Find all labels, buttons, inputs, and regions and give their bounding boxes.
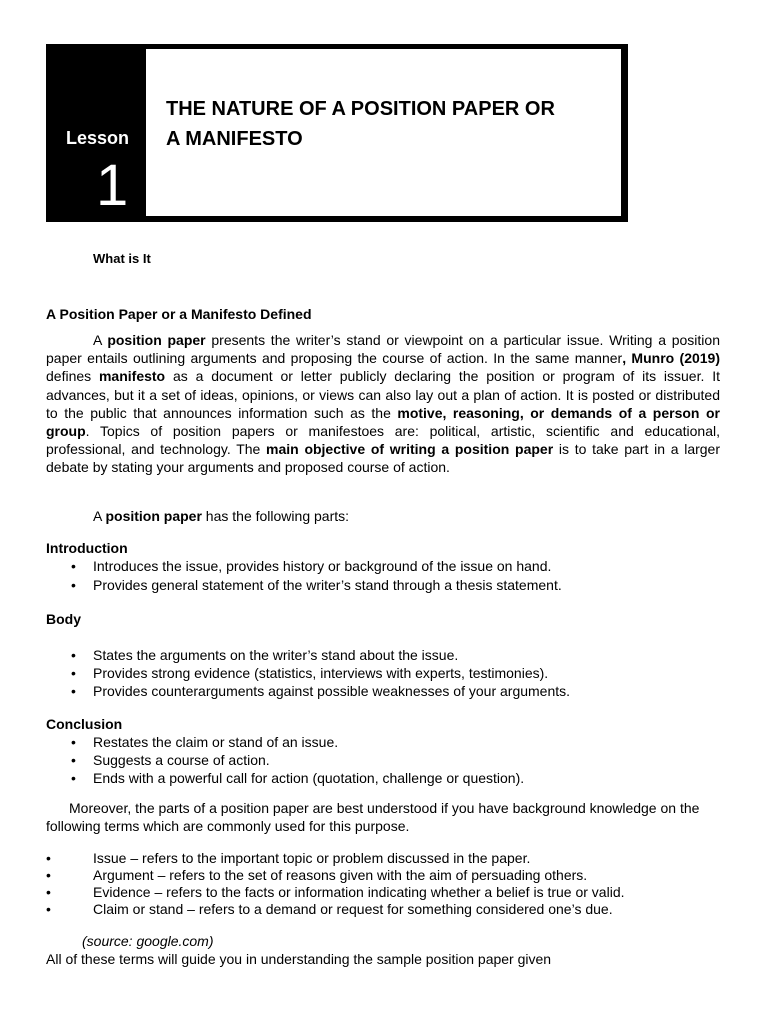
text: is to take part in a larger debate by stating your arguments and proposed course of action.	[46, 441, 721, 476]
title-line-1: THE NATURE OF A POSITION PAPER OR	[166, 98, 555, 120]
list-item: • Suggests a course of action.	[46, 751, 720, 769]
lesson-number: 1	[96, 153, 129, 218]
closing-line: All of these terms will guide you in understanding the sample position paper given	[46, 951, 552, 967]
section-heading-defined: A Position Paper or a Manifesto Defined	[46, 306, 312, 322]
term-item: • Argument – refers to the set of reasons given with the aim of persuading others.	[46, 867, 720, 884]
parts-section	[46, 507, 720, 787]
bold-term: main objective of writing a position paper	[266, 441, 554, 458]
bold-term: position paper	[105, 508, 202, 524]
introduction-heading: Introduction	[46, 540, 128, 557]
list-item: • Restates the claim or stand of an issue.	[46, 733, 720, 751]
title-box	[146, 49, 621, 216]
list-item: • States the arguments on the writer’s stand about the issue.	[46, 646, 720, 664]
term-item: • Claim or stand – refers to a demand or request for something considered one’s due.	[46, 901, 720, 918]
conclusion-list	[46, 733, 720, 788]
term-item: • Issue – refers to the important topic or problem discussed in the paper.	[46, 850, 720, 867]
list-item: • Provides general statement of the writer’s stand through a thesis statement.	[46, 576, 720, 594]
list-item: • Provides counterarguments against possible weaknesses of your arguments.	[46, 682, 720, 700]
moreover-section	[46, 799, 720, 918]
body-heading: Body	[46, 610, 81, 627]
lesson-label: Lesson	[66, 128, 130, 148]
source-citation: (source: google.com)	[82, 933, 214, 949]
bold-term: motive, reasoning, or demands of a person or group	[46, 404, 720, 440]
text: A	[93, 332, 108, 348]
what-is-it-heading: What is It	[93, 251, 151, 266]
terms-list	[46, 850, 720, 918]
parts-intro	[46, 507, 720, 525]
list-item: • Ends with a powerful call for action (quotation, challenge or question).	[46, 769, 720, 787]
definition-paragraph	[46, 331, 720, 477]
moreover-paragraph: Moreover, the parts of a position paper are best understood if you have background knowledge on the following terms which are commonly used for this purpose.	[46, 800, 700, 835]
conclusion-heading: Conclusion	[46, 715, 123, 732]
page-title	[166, 94, 626, 154]
text: has the following parts:	[201, 508, 350, 524]
bold-term: position paper	[107, 332, 206, 348]
text: defines	[46, 368, 99, 385]
text: as a document or letter publicly declaring the position or program of its issuer. It advances, but it a set of ideas, opinions, or views can also lay out a plan of action. It is posted or distributed to the public that announces information such as the	[46, 368, 720, 421]
bold-term: manifesto	[98, 368, 166, 385]
bold-term: , Munro (2019)	[622, 350, 721, 367]
lesson-header	[46, 44, 628, 222]
title-line-2: A MANIFESTO	[166, 128, 303, 150]
list-item: • Provides strong evidence (statistics, interviews with experts, testimonies).	[46, 664, 720, 682]
text: presents the writer’s stand or viewpoint on a particular issue. Writing a position paper entails outlining arguments and proposing the course of action. In the same manner	[46, 332, 720, 367]
text: A	[93, 508, 106, 524]
body-list	[46, 646, 720, 701]
text: . Topics of position papers or manifestoes are: political, artistic, scientific and educational, professional, and technology. The	[46, 423, 720, 458]
list-item: • Introduces the issue, provides history or background of the issue on hand.	[46, 557, 720, 575]
introduction-list	[46, 557, 720, 593]
term-item: • Evidence – refers to the facts or information indicating whether a belief is true or valid.	[46, 884, 720, 901]
